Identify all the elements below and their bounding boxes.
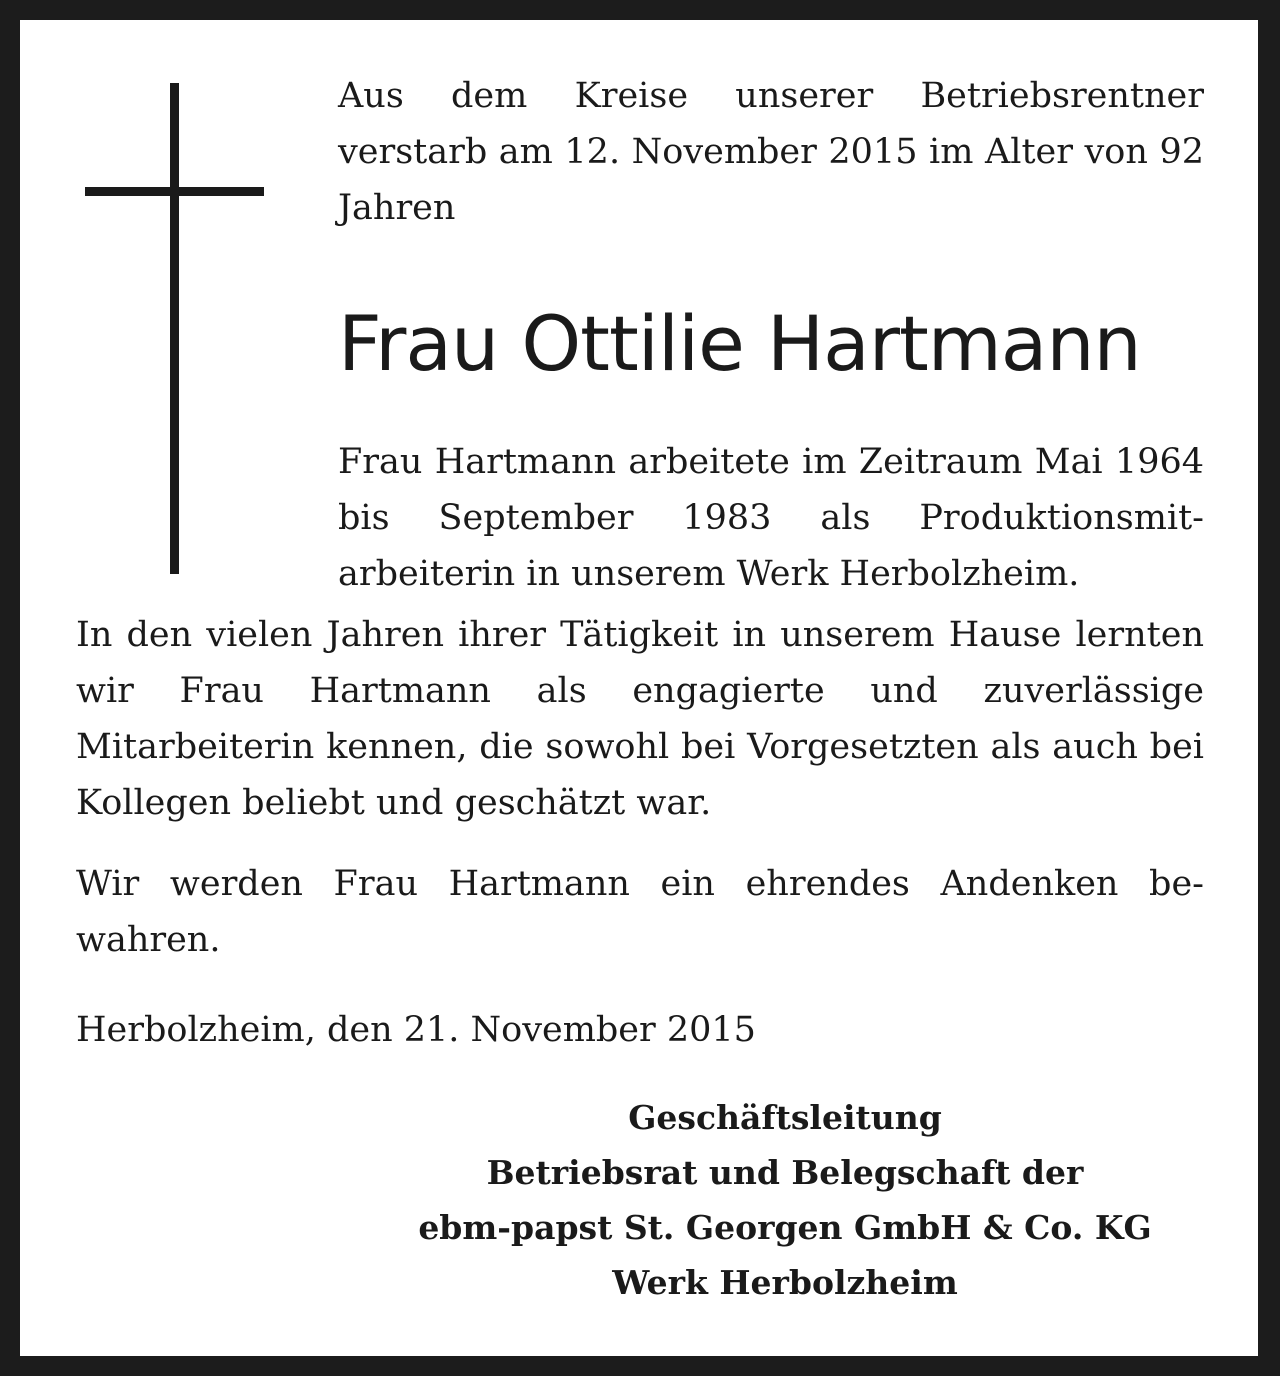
memory-text — [76, 856, 1204, 968]
memory-line-1: Wir werden Frau Hartmann ein ehrendes Andenken be- — [76, 864, 1204, 904]
signature-block — [350, 1090, 1220, 1310]
cross-vertical-bar — [170, 83, 179, 574]
work-history-line-2: arbeiterin in unserem Werk Herbolzheim. — [338, 554, 1080, 594]
obituary-notice — [20, 20, 1258, 1356]
work-history-line-1: Frau Hartmann arbeitete im Zeitraum Mai 1964 bis September 1983 als Produktionsmit- — [338, 442, 1204, 538]
signature-line: Geschäftsleitung — [628, 1098, 942, 1137]
deceased-name: Frau Ottilie Hartmann — [338, 299, 1141, 388]
place-and-date: Herbolzheim, den 21. November 2015 — [76, 1010, 756, 1050]
tribute-text: In den vielen Jahren ihrer Tätigkeit in unserem Hause lernten wir Frau Hartmann als engagierte und zuverlässige Mitarbeiterin kennen, die sowohl bei Vorgesetzten als auch bei Kollegen beliebt und geschätzt war. — [76, 615, 1204, 823]
signature-line: Betriebsrat und Belegschaft der — [486, 1153, 1084, 1192]
signature-line: ebm-papst St. Georgen GmbH & Co. KG — [418, 1208, 1152, 1247]
memory-line-2: wahren. — [76, 920, 221, 960]
intro-text: Aus dem Kreise unserer Betriebsrentner verstarb am 12. November 2015 im Alter von 92 Jahren — [338, 76, 1204, 228]
cross-horizontal-bar — [85, 187, 264, 196]
work-history-text — [338, 434, 1204, 602]
signature-line: Werk Herbolzheim — [612, 1263, 958, 1302]
